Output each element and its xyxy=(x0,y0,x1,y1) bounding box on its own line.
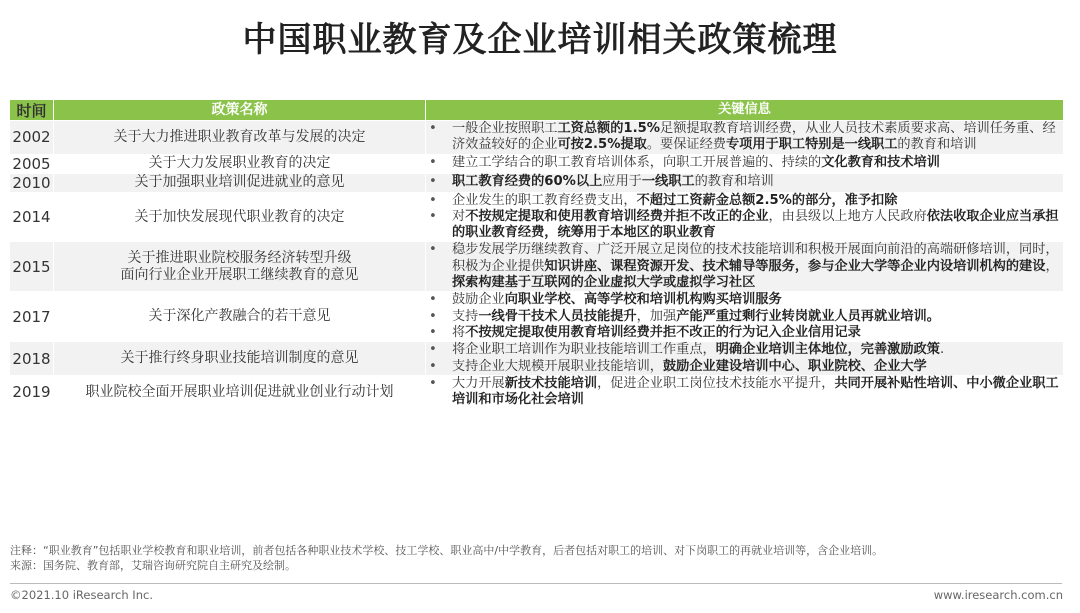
key-info-bullet xyxy=(426,325,1063,341)
key-info-bullet xyxy=(426,342,1063,358)
bold-text: 不按规定提取使用教育培训经费并拒不改正的行为记入企业信用记录 xyxy=(465,324,861,340)
bold-text: 知识讲座、课程资源开发、技术辅导等服务，参与企业大学等企业内设培训机构的建设 xyxy=(544,258,1046,274)
bold-text: 一线职工 xyxy=(641,174,695,190)
key-info-cell xyxy=(426,242,1063,291)
key-info-bullet xyxy=(426,376,1063,409)
bold-text: 依法收取企业应当承担的职业教育经费，统筹用于本地区的职业教育 xyxy=(452,208,1059,241)
plain-text: 一般企业按照职工 xyxy=(452,121,558,136)
plain-text: 支持 xyxy=(452,308,479,324)
key-info-bullet xyxy=(426,174,1063,190)
table-row xyxy=(10,242,1063,292)
footer-divider xyxy=(10,583,1062,584)
plain-text: 企业发生的职工教育经费支出， xyxy=(452,192,637,208)
table-row xyxy=(10,121,1063,155)
bold-text: 职工教育经费的60%以上 xyxy=(452,174,603,190)
plain-text: 的教育和培训 xyxy=(694,174,774,190)
key-info-cell xyxy=(426,174,1063,192)
plain-text: 对 xyxy=(452,208,466,224)
plain-text: 将 xyxy=(452,324,466,340)
policy-name-cell: 关于加强职业培训促进就业的意见 xyxy=(54,174,426,192)
bold-text: 向职业学校、高等学校和培训机构购买培训服务 xyxy=(504,292,782,308)
policy-name-cell: 职业院校全面开展职业培训促进就业创业行动计划 xyxy=(54,376,426,409)
key-info-bullet xyxy=(426,359,1063,375)
website-link[interactable]: www.iresearch.com.cn xyxy=(933,588,1063,602)
source-text: 来源：国务院、教育部，艾瑞咨询研究院自主研究及绘制。 xyxy=(10,559,296,572)
plain-text: 支持企业大规模开展职业技能培训， xyxy=(452,358,663,374)
key-info-cell xyxy=(426,376,1063,409)
policy-table xyxy=(10,100,1063,409)
key-info-bullet xyxy=(426,242,1063,291)
bold-text: 可按2.5%提取 xyxy=(557,137,647,153)
page-title: 中国职业教育及企业培训相关政策梳理 xyxy=(242,20,838,60)
key-info-bullet xyxy=(426,209,1063,242)
plain-text: 的教育和培训 xyxy=(897,137,977,153)
plain-text: 。要保证经费 xyxy=(646,137,726,153)
policy-name-cell: 关于加快发展现代职业教育的决定 xyxy=(54,193,426,242)
plain-text: 应用于 xyxy=(602,174,642,190)
header-year: 时间 xyxy=(10,100,54,120)
key-info-cell xyxy=(426,155,1063,173)
key-info-bullet xyxy=(426,155,1063,171)
year-cell: 2005 xyxy=(10,155,54,173)
year-cell: 2015 xyxy=(10,242,54,291)
note-text: 注释：“职业教育”包括职业学校教育和职业培训，前者包括各种职业技术学校、技工学校、职业高中/中学教育，后者包括对职工的培训、对下岗职工的再就业培训等，含企业培训。 xyxy=(10,544,884,557)
table-row xyxy=(10,342,1063,376)
year-cell: 2014 xyxy=(10,193,54,242)
key-info-bullet xyxy=(426,292,1063,308)
plain-text: . xyxy=(939,342,945,358)
table-body xyxy=(10,121,1063,409)
plain-text: 鼓励企业 xyxy=(452,292,505,308)
footnote xyxy=(10,543,883,573)
key-info-bullet xyxy=(426,309,1063,325)
plain-text: ，加强 xyxy=(636,308,677,324)
copyright: ©2021.10 iResearch Inc. xyxy=(10,588,153,602)
bold-text: 明确企业培训主体地位，完善激励政策 xyxy=(715,342,940,358)
header-key-info: 关键信息 xyxy=(718,101,771,117)
table-row xyxy=(10,155,1063,174)
policy-name-cell: 关于大力推进职业教育改革与发展的决定 xyxy=(54,121,426,154)
year-cell: 2019 xyxy=(10,376,54,409)
year-cell: 2017 xyxy=(10,292,54,341)
bold-text: 不超过工资薪金总额2.5%的部分，准予扣除 xyxy=(636,192,898,208)
key-info-bullet xyxy=(426,193,1063,209)
policy-name-cell: 关于深化产教融合的若干意见 xyxy=(54,292,426,341)
plain-text: 大力开展 xyxy=(452,375,505,391)
header-policy-name: 政策名称 xyxy=(54,100,426,120)
bold-text: 产能严重过剩行业转岗就业人员再就业培训。 xyxy=(676,308,940,324)
table-row xyxy=(10,376,1063,410)
policy-name-cell: 关于推行终身职业技能培训制度的意见 xyxy=(54,342,426,375)
bold-text: 工资总额的1.5% xyxy=(557,121,661,136)
key-info-bullet xyxy=(426,121,1063,154)
key-info-cell xyxy=(426,292,1063,341)
plain-text: 将企业职工培训作为职业技能培训工作重点， xyxy=(452,342,716,358)
bold-text: 不按规定提取和使用教育培训经费并拒不改正的企业 xyxy=(465,208,769,224)
bold-text: 一线骨干技术人员技能提升 xyxy=(478,308,637,324)
bold-text: 共同开展补贴性培训、中小微企业职工培训和市场化社会培训 xyxy=(452,375,1059,408)
table-row xyxy=(10,193,1063,243)
bold-text: 鼓励企业建设培训中心、职业院校、企业大学 xyxy=(663,358,927,374)
plain-text: 建立工学结合的职工教育培训体系，向职工开展普遍的、持续的 xyxy=(452,155,822,171)
plain-text: ，由县级以上地方人民政府 xyxy=(768,208,927,224)
policy-name-cell: 关于大力发展职业教育的决定 xyxy=(54,155,426,173)
table-header-row xyxy=(10,100,1063,121)
year-cell: 2018 xyxy=(10,342,54,375)
key-info-cell xyxy=(426,193,1063,242)
bold-text: 专项用于职工特别是一线职工 xyxy=(725,137,898,153)
policy-name-cell: 关于推进职业院校服务经济转型升级 面向行业企业开展职工继续教育的意见 xyxy=(54,242,426,291)
bold-text: 探索构建基于互联网的企业虚拟大学或虚拟学习社区 xyxy=(452,275,756,291)
bold-text: 新技术技能培训 xyxy=(504,375,598,391)
year-cell: 2010 xyxy=(10,174,54,192)
table-row xyxy=(10,174,1063,193)
plain-text: ， xyxy=(1045,258,1059,274)
plain-text: ，促进企业职工岗位技术技能水平提升， xyxy=(597,375,835,391)
table-row xyxy=(10,292,1063,342)
year-cell: 2002 xyxy=(10,121,54,154)
key-info-cell xyxy=(426,121,1063,154)
key-info-cell xyxy=(426,342,1063,375)
plain-text: 稳步发展学历继续教育、广泛开展立足岗位的技术技能培训和积极开展面向前沿的高端研修培训，同时，积极为企业提供 xyxy=(452,242,1059,274)
bold-text: 文化教育和技术培训 xyxy=(821,155,940,171)
plain-text: 足额提取教育培训经费，从业人员技术素质要求高、培训任务重、经济效益较好的企业 xyxy=(452,121,1056,153)
